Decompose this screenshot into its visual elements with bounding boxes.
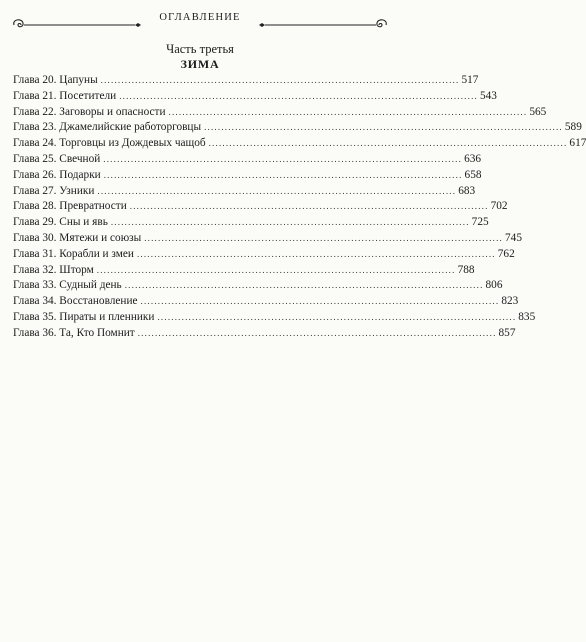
toc-entry [13, 105, 547, 121]
toc-entry [13, 215, 489, 231]
toc-entry-title: Глава 27. Узники [13, 184, 95, 197]
toc-entry-page: 823 [501, 295, 519, 308]
toc-leader-dots: ........................................................................................................ [137, 327, 497, 338]
toc-leader-dots: ........................................................................................................ [103, 169, 463, 180]
toc-entry-page: 788 [457, 263, 475, 276]
toc-leader-dots: ........................................................................................................ [110, 217, 470, 228]
toc-entry [13, 247, 515, 263]
toc-entry-title: Глава 20. Цапуны [13, 74, 98, 86]
toc-leader-dots: ........................................................................................................ [136, 248, 496, 259]
toc-entry-page: 617 [569, 137, 586, 150]
toc-entry [13, 326, 516, 342]
toc-leader-dots: ........................................................................................................ [129, 201, 489, 212]
toc-entry-page: 806 [485, 279, 503, 292]
toc-entry [13, 73, 479, 89]
toc-entry-page: 658 [464, 168, 482, 181]
toc-entry [13, 152, 482, 168]
toc-leader-dots: ........................................................................................................ [168, 106, 528, 117]
toc-entry [13, 294, 519, 310]
toc-leader-dots: ........................................................................................................ [119, 90, 478, 101]
toc-leader-dots: ........................................................................................................ [204, 122, 563, 133]
toc-entry [13, 168, 482, 184]
toc-entry-title: Глава 24. Торговцы из Дождевых чащоб [13, 137, 206, 150]
toc-leader-dots: ........................................................................................................ [97, 185, 457, 196]
toc-entry-title: Глава 23. Джамелийские работорговцы [13, 121, 202, 134]
toc-entry-title: Глава 36. Та, Кто Помнит [13, 326, 135, 339]
toc-entry-page: 857 [498, 326, 516, 339]
toc-entry-page: 702 [490, 200, 508, 213]
toc-entry-page: 565 [529, 105, 547, 118]
toc-entry-page: 589 [564, 121, 582, 134]
part-label: Часть третья [166, 42, 234, 56]
toc-entry [13, 263, 475, 279]
toc-leader-dots: ........................................................................................................ [208, 138, 568, 149]
toc-entry-title: Глава 26. Подарки [13, 168, 101, 181]
toc-entry [13, 231, 522, 247]
toc-entry-title: Глава 22. Заговоры и опасности [13, 105, 166, 118]
toc-entry-page: 725 [471, 216, 489, 229]
toc-leader-dots: ........................................................................................................ [124, 280, 484, 291]
toc-entry [13, 120, 582, 136]
toc-entry-page: 683 [458, 184, 476, 197]
toc-entry-title: Глава 21. Посетители [13, 89, 117, 102]
toc-entry-page: 762 [497, 247, 515, 260]
toc-entry-title: Глава 29. Сны и явь [13, 216, 108, 229]
toc-entry-title: Глава 33. Судный день [13, 279, 122, 292]
toc-leader-dots: ........................................................................................................ [157, 311, 517, 322]
toc-entry [13, 199, 508, 215]
toc-leader-dots: ........................................................................................................ [100, 75, 460, 85]
toc-entry-title: Глава 31. Корабли и змеи [13, 247, 134, 260]
toc-entry [13, 278, 503, 294]
toc-entry-page: 835 [518, 310, 536, 323]
part-title: ЗИМА [180, 57, 220, 71]
toc-entry-page: 636 [464, 152, 482, 165]
toc-entry-page: 517 [461, 74, 479, 86]
toc-entry [13, 89, 497, 105]
toc-entry-title: Глава 35. Пираты и пленники [13, 310, 155, 323]
toc-entry-title: Глава 25. Свечной [13, 152, 101, 165]
toc-entry-page: 745 [505, 231, 522, 244]
toc-leader-dots: ........................................................................................................ [96, 264, 456, 275]
toc-entry [13, 310, 536, 326]
toc-entry-page: 543 [480, 89, 497, 102]
table-of-contents [13, 73, 586, 342]
toc-entry-title: Глава 28. Превратности [13, 200, 127, 213]
toc-entry-title: Глава 30. Мятежи и союзы [13, 231, 142, 244]
toc-entry-title: Глава 32. Шторм [13, 263, 94, 276]
toc-leader-dots: ........................................................................................................ [140, 296, 500, 307]
toc-entry [13, 184, 476, 200]
running-head: ОГЛАВЛЕНИЕ [159, 12, 241, 23]
toc-leader-dots: ........................................................................................................ [144, 232, 504, 243]
toc-leader-dots: ........................................................................................................ [103, 153, 463, 164]
toc-entry-title: Глава 34. Восстановление [13, 295, 138, 308]
toc-entry [13, 136, 586, 152]
